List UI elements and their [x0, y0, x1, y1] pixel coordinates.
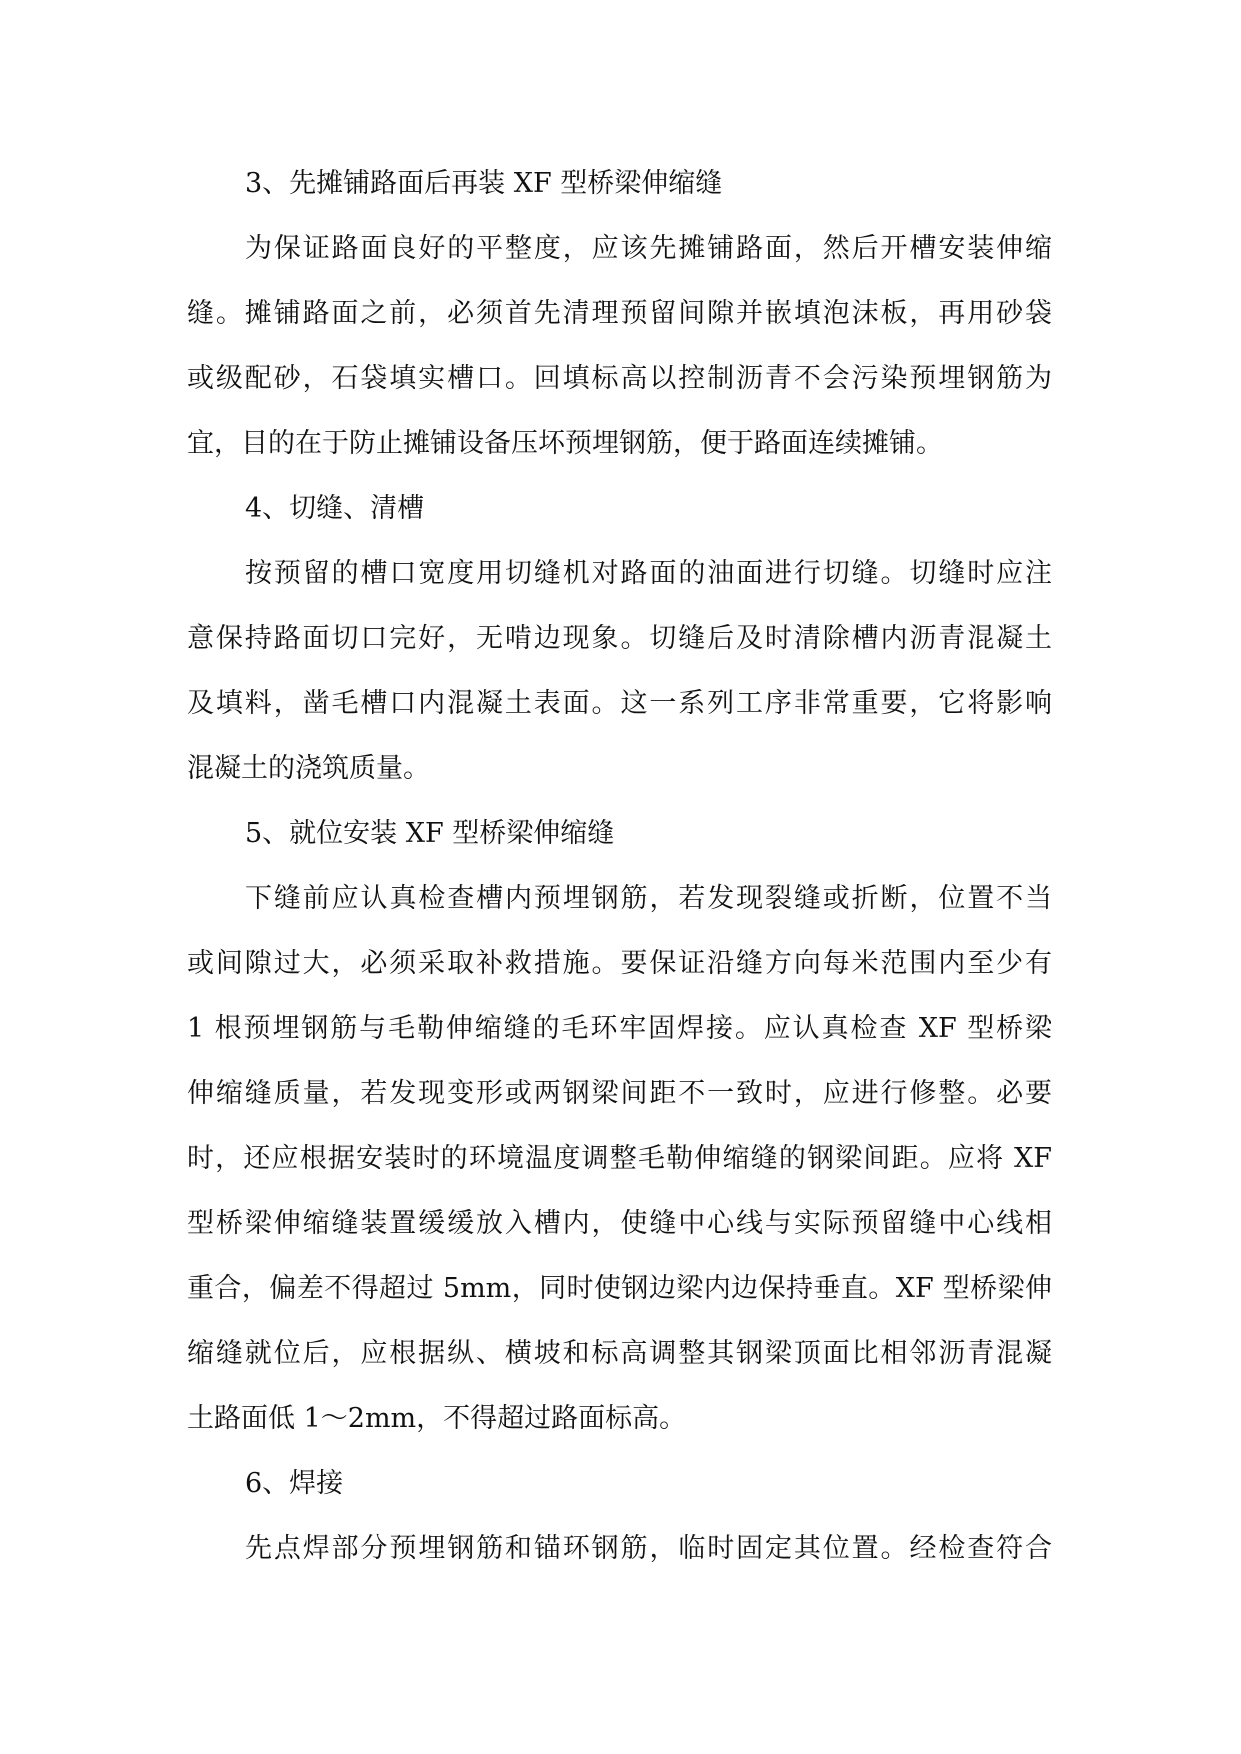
document-body: [187, 151, 1052, 1581]
text-line: 缩缝就位后，应根据纵、横坡和标高调整其钢梁顶面比相邻沥青混凝: [187, 1338, 1052, 1369]
text-line: 土路面低 1～2mm，不得超过路面标高。: [187, 1403, 687, 1434]
text-line: 3、先摊铺路面后再装 XF 型桥梁伸缩缝: [245, 168, 723, 199]
text-line: 及填料，凿毛槽口内混凝土表面。这一系列工序非常重要，它将影响: [187, 688, 1052, 719]
text-line: 5、就位安装 XF 型桥梁伸缩缝: [245, 818, 615, 849]
text-line: 按预留的槽口宽度用切缝机对路面的油面进行切缝。切缝时应注: [245, 558, 1052, 589]
text-line: 混凝土的浇筑质量。: [187, 753, 430, 784]
text-line: 意保持路面切口完好，无啃边现象。切缝后及时清除槽内沥青混凝土: [187, 623, 1052, 654]
text-line: 缝。摊铺路面之前，必须首先清理预留间隙并嵌填泡沫板，再用砂袋: [187, 298, 1052, 329]
text-line: 时，还应根据安装时的环境温度调整毛勒伸缩缝的钢梁间距。应将 XF: [187, 1143, 1052, 1174]
text-line: 伸缩缝质量，若发现变形或两钢梁间距不一致时，应进行修整。必要: [187, 1078, 1052, 1109]
text-line: 6、焊接: [245, 1468, 344, 1499]
text-line: 重合，偏差不得超过 5mm，同时使钢边梁内边保持垂直。XF 型桥梁伸: [187, 1273, 1052, 1304]
text-line: 1 根预埋钢筋与毛勒伸缩缝的毛环牢固焊接。应认真检查 XF 型桥梁: [187, 1013, 1052, 1044]
text-line: 为保证路面良好的平整度，应该先摊铺路面，然后开槽安装伸缩: [245, 233, 1052, 264]
text-line: 下缝前应认真检查槽内预埋钢筋，若发现裂缝或折断，位置不当: [245, 883, 1052, 914]
text-line: 先点焊部分预埋钢筋和锚环钢筋，临时固定其位置。经检查符合: [245, 1533, 1052, 1564]
text-line: 或级配砂，石袋填实槽口。回填标高以控制沥青不会污染预埋钢筋为: [187, 363, 1052, 394]
text-line: 型桥梁伸缩缝装置缓缓放入槽内，使缝中心线与实际预留缝中心线相: [187, 1208, 1052, 1239]
text-line: 宜，目的在于防止摊铺设备压坏预埋钢筋，便于路面连续摊铺。: [187, 428, 943, 459]
text-line: 4、切缝、清槽: [245, 493, 425, 524]
text-line: 或间隙过大，必须采取补救措施。要保证沿缝方向每米范围内至少有: [187, 948, 1052, 979]
